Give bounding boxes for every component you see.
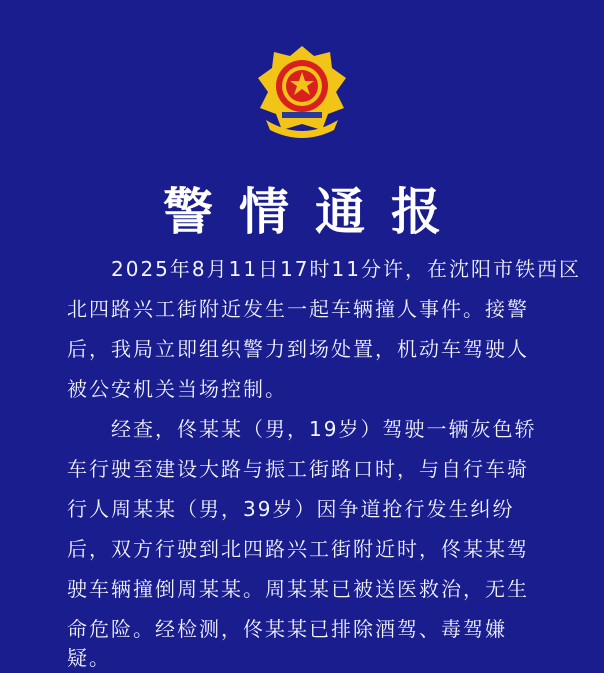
text-line: 驶车辆撞倒周某某。周某某已被送医救治，无生 bbox=[67, 577, 529, 601]
page-title: 警情通报 bbox=[163, 182, 467, 241]
text-line: 疑。 bbox=[67, 646, 111, 670]
text-line: 行人周某某（男，39岁）因争道抢行发生纠纷 bbox=[67, 497, 515, 521]
text-line: 车行驶至建设大路与振工街路口时，与自行车骑 bbox=[67, 457, 529, 481]
text-line: 2025年8月11日17时11分许，在沈阳市铁西区 bbox=[111, 257, 581, 281]
text-line: 北四路兴工街附近发生一起车辆撞人事件。接警 bbox=[67, 297, 529, 321]
text-line: 被公安机关当场控制。 bbox=[67, 377, 287, 401]
text-line: 后，我局立即组织警力到场处置，机动车驾驶人 bbox=[67, 337, 529, 361]
text-line: 命危险。经检测，佟某某已排除酒驾、毒驾嫌 bbox=[67, 617, 507, 641]
police-emblem-icon bbox=[252, 42, 352, 142]
text-line: 后，双方行驶到北四路兴工街附近时，佟某某驾 bbox=[67, 537, 529, 561]
text-line: 经查，佟某某（男，19岁）驾驶一辆灰色轿 bbox=[111, 417, 537, 441]
